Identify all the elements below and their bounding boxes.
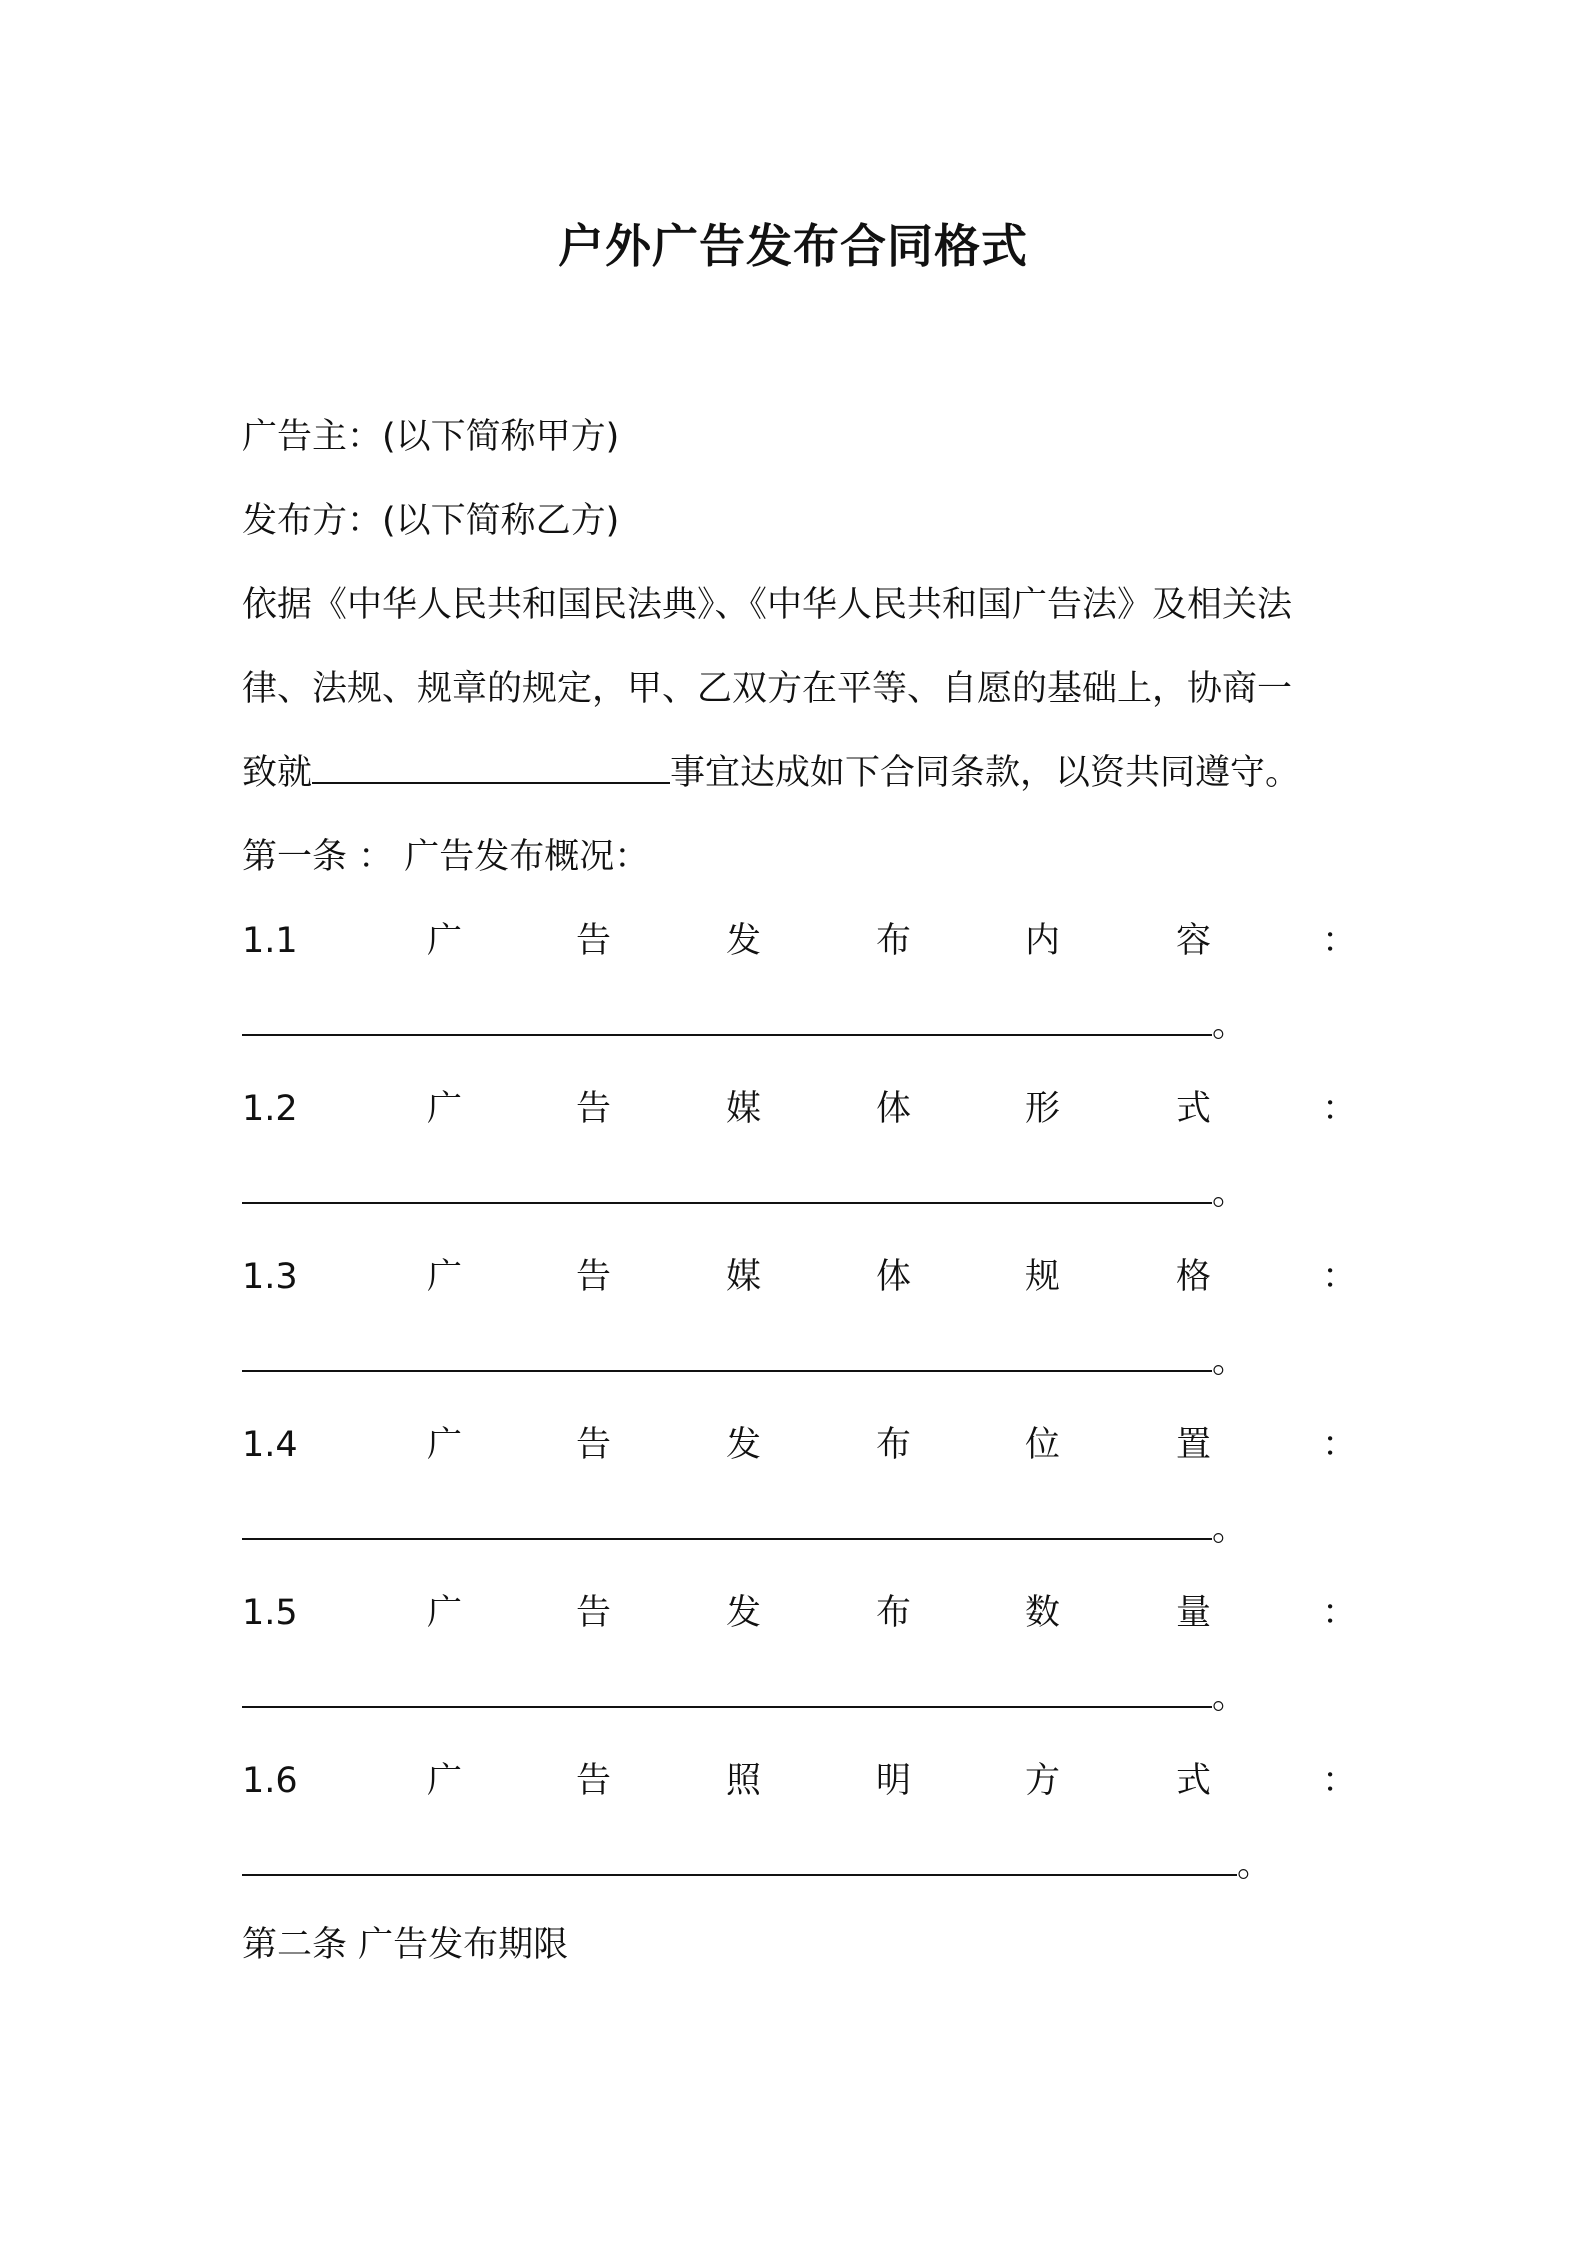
- party-a-line: 广告主：(以下简称甲方): [242, 417, 620, 457]
- item-label-char: 体: [876, 1257, 912, 1297]
- item-label-char: 发: [726, 921, 762, 961]
- item-label-char: 规: [1025, 1257, 1061, 1297]
- preamble-line-2: 律、法规、规章的规定，甲、乙双方在平等、自愿的基础上，协商一: [242, 669, 1293, 709]
- item-label-char: 体: [876, 1089, 912, 1129]
- item-fill-line: [242, 1507, 1247, 1551]
- article-1-heading: 第一条 ： 广告发布概况：: [242, 837, 650, 877]
- article-2-heading: 第二条 广告发布期限: [242, 1925, 569, 1965]
- preamble-line-3-after: 事宜达成如下合同条款，以资共同遵守。: [670, 753, 1301, 793]
- item-fill-line: [242, 1675, 1247, 1719]
- item-label-char: 式: [1176, 1761, 1212, 1801]
- document-title: 户外广告发布合同格式: [558, 219, 1028, 273]
- item-fill-line: [242, 1843, 1272, 1887]
- item-label-char: 布: [876, 1593, 912, 1633]
- item-colon: ：: [1322, 1257, 1358, 1297]
- item-label-char: 置: [1176, 1425, 1212, 1465]
- fill-blank: [242, 1844, 1237, 1876]
- item-label-char: 形: [1025, 1089, 1061, 1129]
- preamble-line-3: [242, 751, 1300, 795]
- item-label-char: 媒: [726, 1089, 762, 1129]
- item-label-char: 布: [876, 1425, 912, 1465]
- item-label-char: 内: [1025, 921, 1061, 961]
- item-label-char: 明: [876, 1761, 912, 1801]
- item-label-row: [242, 1255, 1358, 1299]
- item-colon: ：: [1322, 1593, 1358, 1633]
- item-number: 1.6: [242, 1761, 298, 1801]
- item-label-char: 告: [576, 1761, 612, 1801]
- item-label-char: 广: [427, 1089, 463, 1129]
- item-end-mark: 。: [1212, 1341, 1248, 1381]
- item-label-char: 广: [427, 1761, 463, 1801]
- preamble-line-3-before: 致就: [242, 753, 313, 793]
- item-number: 1.4: [242, 1425, 298, 1465]
- item-label-char: 布: [876, 921, 912, 961]
- item-fill-line: [242, 1339, 1247, 1383]
- item-number: 1.2: [242, 1089, 298, 1129]
- item-label-row: [242, 1423, 1358, 1467]
- item-colon: ：: [1322, 921, 1358, 961]
- item-label-row: [242, 1759, 1358, 1803]
- item-label-row: [242, 919, 1358, 963]
- party-b-line: 发布方：(以下简称乙方): [242, 501, 620, 541]
- fill-blank: [242, 1004, 1212, 1036]
- item-end-mark: 。: [1212, 1005, 1248, 1045]
- item-number: 1.1: [242, 921, 298, 961]
- item-colon: ：: [1322, 1761, 1358, 1801]
- item-label-char: 告: [576, 1425, 612, 1465]
- item-end-mark: 。: [1212, 1677, 1248, 1717]
- item-number: 1.5: [242, 1593, 298, 1633]
- item-label-char: 照: [726, 1761, 762, 1801]
- item-fill-line: [242, 1003, 1247, 1047]
- fill-blank: [242, 1676, 1212, 1708]
- item-fill-line: [242, 1171, 1247, 1215]
- item-label-char: 容: [1176, 921, 1212, 961]
- item-colon: ：: [1322, 1425, 1358, 1465]
- item-label-char: 广: [427, 921, 463, 961]
- item-label-char: 格: [1176, 1257, 1212, 1297]
- item-label-char: 广: [427, 1593, 463, 1633]
- item-end-mark: 。: [1212, 1509, 1248, 1549]
- item-label-char: 位: [1025, 1425, 1061, 1465]
- preamble-line-1: 依据《中华人民共和国民法典》、《中华人民共和国广告法》及相关法: [242, 585, 1293, 625]
- item-label-char: 方: [1025, 1761, 1061, 1801]
- item-label-char: 告: [576, 1593, 612, 1633]
- item-colon: ：: [1322, 1089, 1358, 1129]
- item-end-mark: 。: [1237, 1845, 1273, 1885]
- item-label-char: 告: [576, 921, 612, 961]
- fill-blank: [242, 1508, 1212, 1540]
- item-label-char: 媒: [726, 1257, 762, 1297]
- item-label-char: 式: [1176, 1089, 1212, 1129]
- item-label-char: 广: [427, 1425, 463, 1465]
- item-label-char: 量: [1176, 1593, 1212, 1633]
- item-label-row: [242, 1087, 1358, 1131]
- item-label-char: 发: [726, 1593, 762, 1633]
- item-number: 1.3: [242, 1257, 298, 1297]
- item-label-char: 数: [1025, 1593, 1061, 1633]
- fill-blank: [242, 1172, 1212, 1204]
- item-label-char: 发: [726, 1425, 762, 1465]
- item-label-row: [242, 1591, 1358, 1635]
- item-end-mark: 。: [1212, 1173, 1248, 1213]
- item-label-char: 告: [576, 1257, 612, 1297]
- item-label-char: 告: [576, 1089, 612, 1129]
- subject-blank: [312, 781, 670, 784]
- fill-blank: [242, 1340, 1212, 1372]
- item-label-char: 广: [427, 1257, 463, 1297]
